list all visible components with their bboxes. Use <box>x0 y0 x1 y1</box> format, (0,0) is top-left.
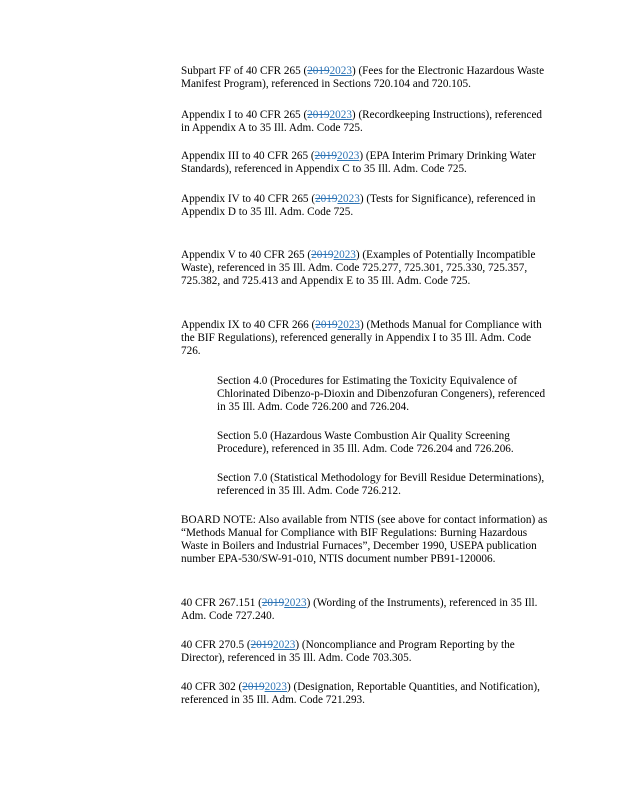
entry-text: ) (Designation, Reportable Quantities, and Notification), referenced in 35 Ill. Adm. Code 721.293. <box>181 681 540 707</box>
entry-text: ) (Examples of Potentially Incompatible Waste), referenced in 35 Ill. Adm. Code 725.277, 725.301, 725.330, 725.357, 725.382, and 725.413 and Appendix E to 35 Ill. Adm. Code 725. <box>181 249 536 288</box>
deleted-year: 2019 <box>311 249 334 261</box>
entry-text: Appendix D to 35 Ill. Adm. Code 725. <box>181 206 354 219</box>
deleted-year: 2019 <box>307 109 330 121</box>
reference-entry-appendix-i <box>181 109 551 135</box>
entry-text: ) (Noncompliance and Program Reporting by the Director), referenced in 35 Ill. Adm. Code 703.305. <box>181 639 515 665</box>
entry-text: ) (Wording of the Instruments), referenced in 35 Ill. Adm. Code 727.240. <box>181 597 538 623</box>
inserted-year: 2023 <box>284 597 307 609</box>
reference-entry-cfr-267-151 <box>181 597 551 623</box>
entry-text: ) (Tests for Significance), referenced in <box>359 193 536 205</box>
board-note: BOARD NOTE: Also available from NTIS (see above for contact information) as “Methods Manual for Compliance with BIF Regulations: Burning Hazardous Waste in Boilers and Industrial Furnaces”, December 1990, USEPA publication number EPA-530/SW-91-010, NTIS document number PB91-120006. <box>181 514 548 566</box>
inserted-year: 2023 <box>337 319 360 331</box>
entry-text: ) (Fees for the Electronic Hazardous Waste Manifest Program), referenced in Sections 720.104 and 720.105. <box>181 65 545 91</box>
entry-text: 40 CFR 270.5 ( <box>181 639 251 651</box>
deleted-year: 2019 <box>307 65 330 77</box>
reference-entry-subpart-ff <box>181 65 551 91</box>
entry-text: Appendix IV to 40 CFR 265 ( <box>181 193 316 205</box>
section-4-0: Section 4.0 (Procedures for Estimating the Toxicity Equivalence of Chlorinated Dibenzo-p-Dioxin and Dibenzofuran Congeners), referenced in 35 Ill. Adm. Code 726.200 and 726.204. <box>217 375 546 414</box>
reference-entry-appendix-iii <box>181 150 551 176</box>
inserted-year: 2023 <box>273 639 296 651</box>
reference-entry-appendix-v <box>181 249 551 288</box>
inserted-year: 2023 <box>337 193 360 205</box>
reference-entry-cfr-302 <box>181 681 551 707</box>
deleted-year: 2019 <box>315 319 338 331</box>
reference-entry-appendix-ix <box>181 319 551 358</box>
deleted-year: 2019 <box>242 681 265 693</box>
inserted-year: 2023 <box>329 65 352 77</box>
section-7-0: Section 7.0 (Statistical Methodology for Bevill Residue Determinations), referenced in 35 Ill. Adm. Code 726.212. <box>217 472 545 498</box>
inserted-year: 2023 <box>333 249 356 261</box>
entry-text: Appendix I to 40 CFR 265 ( <box>181 109 308 121</box>
entry-text: ) (Methods Manual for Compliance with the BIF Regulations), referenced generally in Appendix I to 35 Ill. Adm. Code 726. <box>181 319 542 358</box>
inserted-year: 2023 <box>264 681 287 693</box>
deleted-year: 2019 <box>315 193 338 205</box>
entry-text: Appendix IX to 40 CFR 266 ( <box>181 319 316 331</box>
entry-text: Appendix III to 40 CFR 265 ( <box>181 150 315 162</box>
reference-entry-appendix-iv <box>181 193 551 219</box>
reference-entry-cfr-270-5 <box>181 639 551 665</box>
entry-text: ) (EPA Interim Primary Drinking Water Standards), referenced in Appendix C to 35 Ill. Adm. Code 725. <box>181 150 536 176</box>
deleted-year: 2019 <box>314 150 337 162</box>
inserted-year: 2023 <box>337 150 360 162</box>
entry-text: 40 CFR 267.151 ( <box>181 597 262 609</box>
entry-text: Subpart FF of 40 CFR 265 ( <box>181 65 308 77</box>
deleted-year: 2019 <box>250 639 273 651</box>
entry-text: Appendix V to 40 CFR 265 ( <box>181 249 312 261</box>
entry-text: ) (Recordkeeping Instructions), referenced in Appendix A to 35 Ill. Adm. Code 725. <box>181 109 543 135</box>
section-5-0: Section 5.0 (Hazardous Waste Combustion Air Quality Screening Procedure), referenced in 35 Ill. Adm. Code 726.204 and 726.206. <box>217 430 514 456</box>
entry-text: 40 CFR 302 ( <box>181 681 243 693</box>
deleted-year: 2019 <box>261 597 285 609</box>
inserted-year: 2023 <box>329 109 352 121</box>
